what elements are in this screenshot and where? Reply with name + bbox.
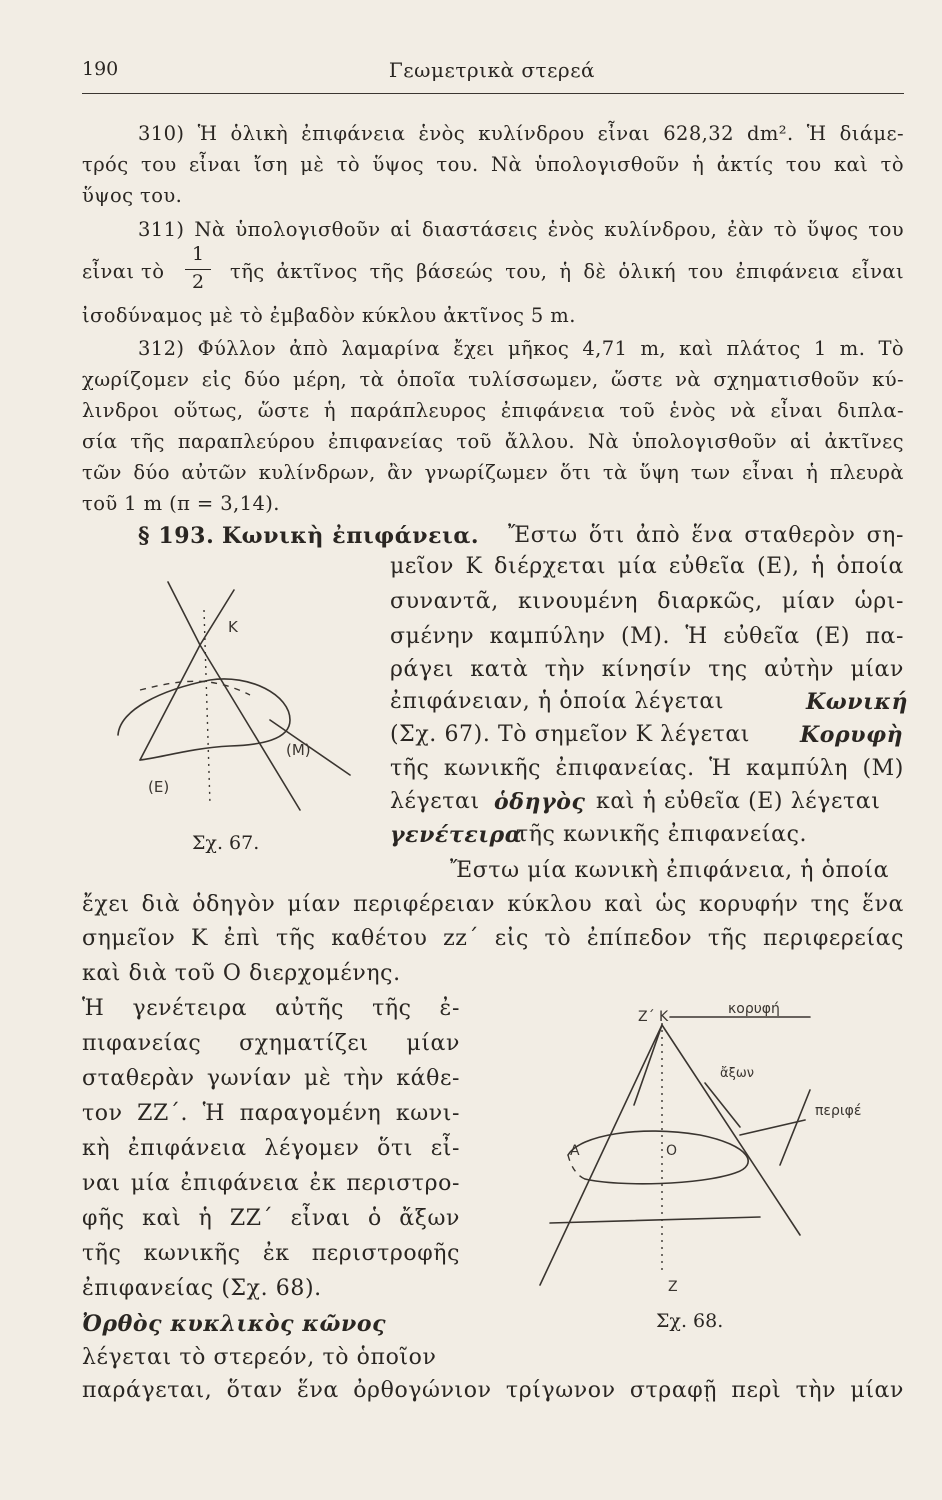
section-line-2: συναντᾶ, κινουμένη διαρκῶς, μίαν ὡρι- bbox=[390, 589, 904, 614]
term-vertex: Κορυφὴ bbox=[800, 722, 904, 748]
section-first-line: Ἔστω ὅτι ἀπὸ ἕνα σταθερὸν ση- bbox=[508, 523, 904, 548]
fig67-label-vertex: Κ bbox=[228, 618, 238, 636]
fig68-label-circle: περιφέ bbox=[815, 1103, 862, 1119]
fig68-label-o: Ο bbox=[666, 1143, 678, 1159]
section-line-8b: καὶ ἡ εὐθεῖα (Ε) λέγεται bbox=[596, 789, 881, 814]
para2-line-4: καὶ διὰ τοῦ Ο διερχομένης. bbox=[82, 961, 401, 986]
fig67-generatrix-right bbox=[200, 645, 300, 810]
section-line-9: τῆς κωνικῆς ἐπιφανείας. bbox=[516, 822, 808, 847]
para2-line-9: κὴ ἐπιφάνεια λέγομεν ὅτι εἶ- bbox=[82, 1136, 460, 1161]
section-line-4: ράγει κατὰ τὴν κίνησίν της αὐτὴν μίαν bbox=[390, 657, 904, 682]
term-guide: ὁδηγὸς bbox=[494, 789, 586, 815]
fraction-denominator: 2 bbox=[191, 271, 205, 293]
para2-line-10: ναι μία ἐπιφάνεια ἐκ περιστρο- bbox=[82, 1171, 460, 1196]
fig67-generatrix-left bbox=[140, 645, 200, 760]
para2-line-11: φῆς καὶ ἡ ΖΖ΄ εἶναι ὁ ἄξων bbox=[82, 1206, 460, 1231]
section-line-6: (Σχ. 67). Τὸ σημεῖον Κ λέγεται bbox=[390, 722, 751, 747]
ex311-line-1: 311) Νὰ ὑπολογισθοῦν αἱ διαστάσεις ἑνὸς κυλίνδρου, ἐὰν τὸ ὕψος του bbox=[138, 218, 904, 241]
para2-line-7: σταθερὰν γωνίαν μὲ τὴν κάθε- bbox=[82, 1066, 460, 1091]
ex311-line-2a: εἶναι τὸ bbox=[82, 260, 165, 283]
ex310-line-1: 310) Ἡ ὁλικὴ ἐπιφάνεια ἑνὸς κυλίνδρου εἶναι 628,32 dm². Ἡ διάμε- bbox=[138, 122, 904, 145]
para2-line-12: τῆς κωνικῆς ἐκ περιστροφῆς bbox=[82, 1241, 460, 1266]
ex310-line-3: ὕψος του. bbox=[82, 184, 183, 207]
section-line-1: μεῖον Κ διέρχεται μία εὐθεῖα (Ε), ἡ ὁποία bbox=[390, 554, 904, 579]
fig67-upper-left bbox=[168, 582, 200, 645]
para2-line-1: Ἔστω μία κωνικὴ ἐπιφάνεια, ἡ ὁποία bbox=[450, 858, 890, 883]
fraction-numerator: 1 bbox=[191, 243, 205, 265]
fraction-bar bbox=[185, 269, 211, 270]
page-header bbox=[82, 58, 902, 88]
ex312-line-6: τοῦ 1 m (π = 3,14). bbox=[82, 492, 280, 515]
fig68-label-z-bottom: Ζ bbox=[668, 1279, 678, 1295]
section-line-3: σμένην καμπύλην (Μ). Ἡ εὐθεῖα (Ε) πα- bbox=[390, 624, 904, 649]
fig68-label-vertex: κορυφή bbox=[728, 1001, 780, 1017]
para2-line-5: Ἡ γενέτειρα αὐτῆς τῆς ἐ- bbox=[82, 996, 460, 1021]
ex310-line-2: τρός του εἶναι ἴση μὲ τὸ ὕψος του. Νὰ ὑπολογισθοῦν ἡ ἀκτίς του καὶ τὸ bbox=[82, 153, 904, 176]
term-generatrix: γενέτειρα bbox=[390, 822, 523, 848]
fig68-axis-leader bbox=[705, 1083, 740, 1127]
fig68-label-axis: ἄξων bbox=[720, 1066, 754, 1081]
ex311-line-3: ἰσοδύναμος μὲ τὸ ἐμβαδὸν κύκλου ἀκτῖνος 5 m. bbox=[82, 304, 576, 327]
fig67-caption: Σχ. 67. bbox=[192, 832, 260, 854]
ex312-line-4: σία τῆς παραπλεύρου ἐπιφανείας τοῦ ἄλλου. Νὰ ὑπολογισθοῦν αἱ ἀκτῖνες bbox=[82, 430, 904, 453]
running-title: Γεωμετρικὰ στερεά bbox=[388, 58, 596, 82]
section-number: § 193. bbox=[138, 523, 215, 549]
section-heading bbox=[138, 523, 479, 549]
para2-line-6: πιφανείας σχηματίζει μίαν bbox=[82, 1031, 460, 1056]
para2-line-8: τον ΖΖ΄. Ἡ παραγομένη κωνι- bbox=[82, 1101, 460, 1126]
section-title: Κωνικὴ ἐπιφάνεια. bbox=[221, 523, 480, 549]
fig68-caption: Σχ. 68. bbox=[656, 1310, 724, 1332]
page-number: 190 bbox=[82, 58, 119, 80]
fig68-generatrix-right bbox=[662, 1025, 800, 1235]
section-line-5: ἐπιφάνειαν, ἡ ὁποία λέγεται bbox=[390, 689, 725, 714]
last-line-2: παράγεται, ὅταν ἕνα ὀρθογώνιον τρίγωνον στραφῇ περὶ τὴν μίαν bbox=[82, 1378, 904, 1403]
last-line-1: λέγεται τὸ στερεόν, τὸ ὁποῖον bbox=[82, 1345, 437, 1370]
header-rule bbox=[82, 93, 904, 94]
fig67-axis bbox=[204, 610, 210, 805]
figure-68-cone bbox=[510, 995, 890, 1305]
fig67-curve-m bbox=[118, 679, 290, 760]
fig68-label-a: Α bbox=[570, 1143, 580, 1159]
figure-67-cone bbox=[100, 570, 360, 830]
fig68-inner-generatrix bbox=[634, 1025, 662, 1105]
fig67-label-line: (Ε) bbox=[148, 778, 170, 796]
section-line-8a: λέγεται bbox=[390, 789, 480, 814]
ex311-line-2b: τῆς ἀκτῖνος τῆς βάσεώς του, ἡ δὲ ὁλική του ἐπιφάνεια εἶναι bbox=[230, 260, 904, 283]
para2-line-2: ἔχει διὰ ὁδηγὸν μίαν περιφέρειαν κύκλου καὶ ὡς κορυφήν της ἕνα bbox=[82, 892, 904, 917]
fig68-circle bbox=[568, 1131, 748, 1184]
para2-line-13: ἐπιφανείας (Σχ. 68). bbox=[82, 1276, 322, 1301]
fig68-base-line bbox=[550, 1217, 760, 1223]
ex312-line-1: 312) Φύλλον ἀπὸ λαμαρίνα ἔχει μῆκος 4,71 m, καὶ πλάτος 1 m. Τὸ bbox=[138, 337, 904, 360]
ex312-line-5: τῶν δύο αὐτῶν κυλίνδρων, ἂν γνωρίζωμεν ὅτι τὰ ὕψη των εἶναι ἡ πλευρὰ bbox=[82, 461, 904, 484]
ex312-line-2: χωρίζομεν εἰς δύο μέρη, τὰ ὁποῖα τυλίσσωμεν, ὥστε νὰ σχηματισθοῦν κύ- bbox=[82, 368, 904, 391]
fig68-right-edge bbox=[780, 1090, 810, 1165]
fig68-generatrix-left bbox=[540, 1025, 662, 1285]
para2-line-3: σημεῖον Κ ἐπὶ τῆς καθέτου zz΄ εἰς τὸ ἐπίπεδον τῆς περιφερείας bbox=[82, 926, 904, 951]
ex312-line-3: λινδροι οὕτως, ὥστε ἡ παράπλευρος ἐπιφάνεια τοῦ ἑνὸς νὰ εἶναι διπλα- bbox=[82, 399, 904, 422]
fig67-label-curve: (Μ) bbox=[286, 741, 311, 759]
term-cone: Ὀρθὸς κυκλικὸς κῶνος bbox=[82, 1311, 387, 1337]
term-conic: Κωνική bbox=[806, 689, 909, 715]
fig68-label-z-top: Ζ΄ Κ bbox=[638, 1009, 669, 1025]
section-line-7: τῆς κωνικῆς ἐπιφανείας. Ἡ καμπύλη (Μ) bbox=[390, 756, 904, 781]
